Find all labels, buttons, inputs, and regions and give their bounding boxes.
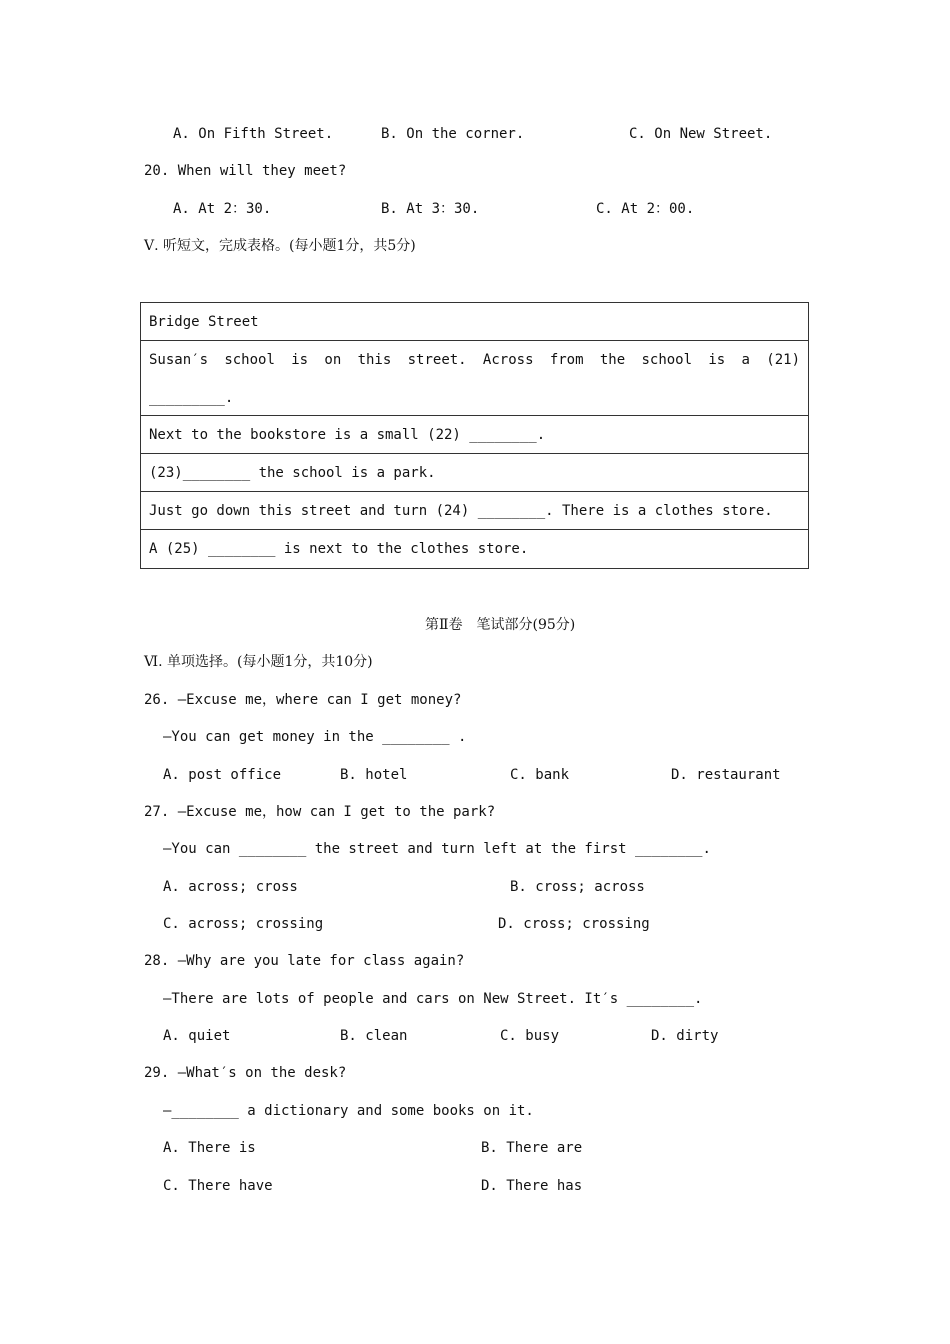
q26-option-d: D. restaurant: [671, 767, 781, 783]
q20-stem: 20. When will they meet?: [144, 163, 347, 179]
table-row-24: [141, 492, 808, 530]
q28-option-b: B. clean: [340, 1028, 408, 1044]
q27-option-c: C. across; crossing: [163, 916, 324, 932]
q27-option-a: A. across; cross: [163, 879, 298, 895]
q19-option-a: A. On Fifth Street.: [173, 126, 334, 142]
q27-stem: 27. —Excuse me，how can I get to the park?: [144, 804, 496, 820]
q19-option-b: B. On the corner.: [381, 126, 525, 142]
table-row-22-text: Next to the bookstore is a small (22) ________.: [149, 427, 546, 443]
q29-option-b: B. There are: [481, 1140, 583, 1156]
q26-stem: 26. —Excuse me，where can I get money?: [144, 692, 462, 708]
section-6-heading: Ⅵ. 单项选择。(每小题1分，共10分): [144, 654, 373, 670]
table-row-21-line1: Susan′s school is on this street. Across from the school is a (21): [149, 352, 800, 368]
q20-option-c: C. At 2：00.: [596, 201, 695, 217]
q19-option-c: C. On New Street.: [629, 126, 773, 142]
q26-reply: —You can get money in the ________ .: [163, 729, 467, 745]
q20-option-b: B. At 3：30.: [381, 201, 480, 217]
table-row-21: [141, 341, 808, 416]
q26-option-c: C. bank: [510, 767, 570, 783]
q28-option-a: A. quiet: [163, 1028, 231, 1044]
table-title: Bridge Street: [149, 314, 259, 330]
q29-stem: 29. —What′s on the desk?: [144, 1065, 347, 1081]
q28-option-d: D. dirty: [651, 1028, 719, 1044]
table-row-22: [141, 416, 808, 454]
q28-option-c: C. busy: [500, 1028, 560, 1044]
q29-option-d: D. There has: [481, 1178, 583, 1194]
part-2-title: 第Ⅱ卷 笔试部分(95分): [425, 617, 576, 633]
fill-in-table: [140, 302, 809, 569]
table-row-23: [141, 454, 808, 492]
table-row-25: [141, 530, 808, 568]
q29-option-a: A. There is: [163, 1140, 256, 1156]
q26-option-b: B. hotel: [340, 767, 408, 783]
q28-reply: —There are lots of people and cars on New Street. It′s ________.: [163, 991, 703, 1007]
q29-option-c: C. There have: [163, 1178, 273, 1194]
table-title-row: [141, 303, 808, 341]
q28-stem: 28. —Why are you late for class again?: [144, 953, 465, 969]
table-row-25-text: A (25) ________ is next to the clothes store.: [149, 541, 529, 557]
table-row-21-line2: _________.: [149, 390, 234, 406]
q27-option-d: D. cross; crossing: [498, 916, 650, 932]
table-row-24-text: Just go down this street and turn (24) ________. There is a clothes store.: [149, 503, 773, 519]
q29-reply: —________ a dictionary and some books on it.: [163, 1103, 534, 1119]
q27-option-b: B. cross; across: [510, 879, 645, 895]
q27-reply: —You can ________ the street and turn left at the first ________.: [163, 841, 711, 857]
q26-option-a: A. post office: [163, 767, 282, 783]
section-5-heading: Ⅴ. 听短文，完成表格。(每小题1分，共5分): [144, 238, 416, 254]
table-row-23-text: (23)________ the school is a park.: [149, 465, 436, 481]
q20-option-a: A. At 2：30.: [173, 201, 272, 217]
